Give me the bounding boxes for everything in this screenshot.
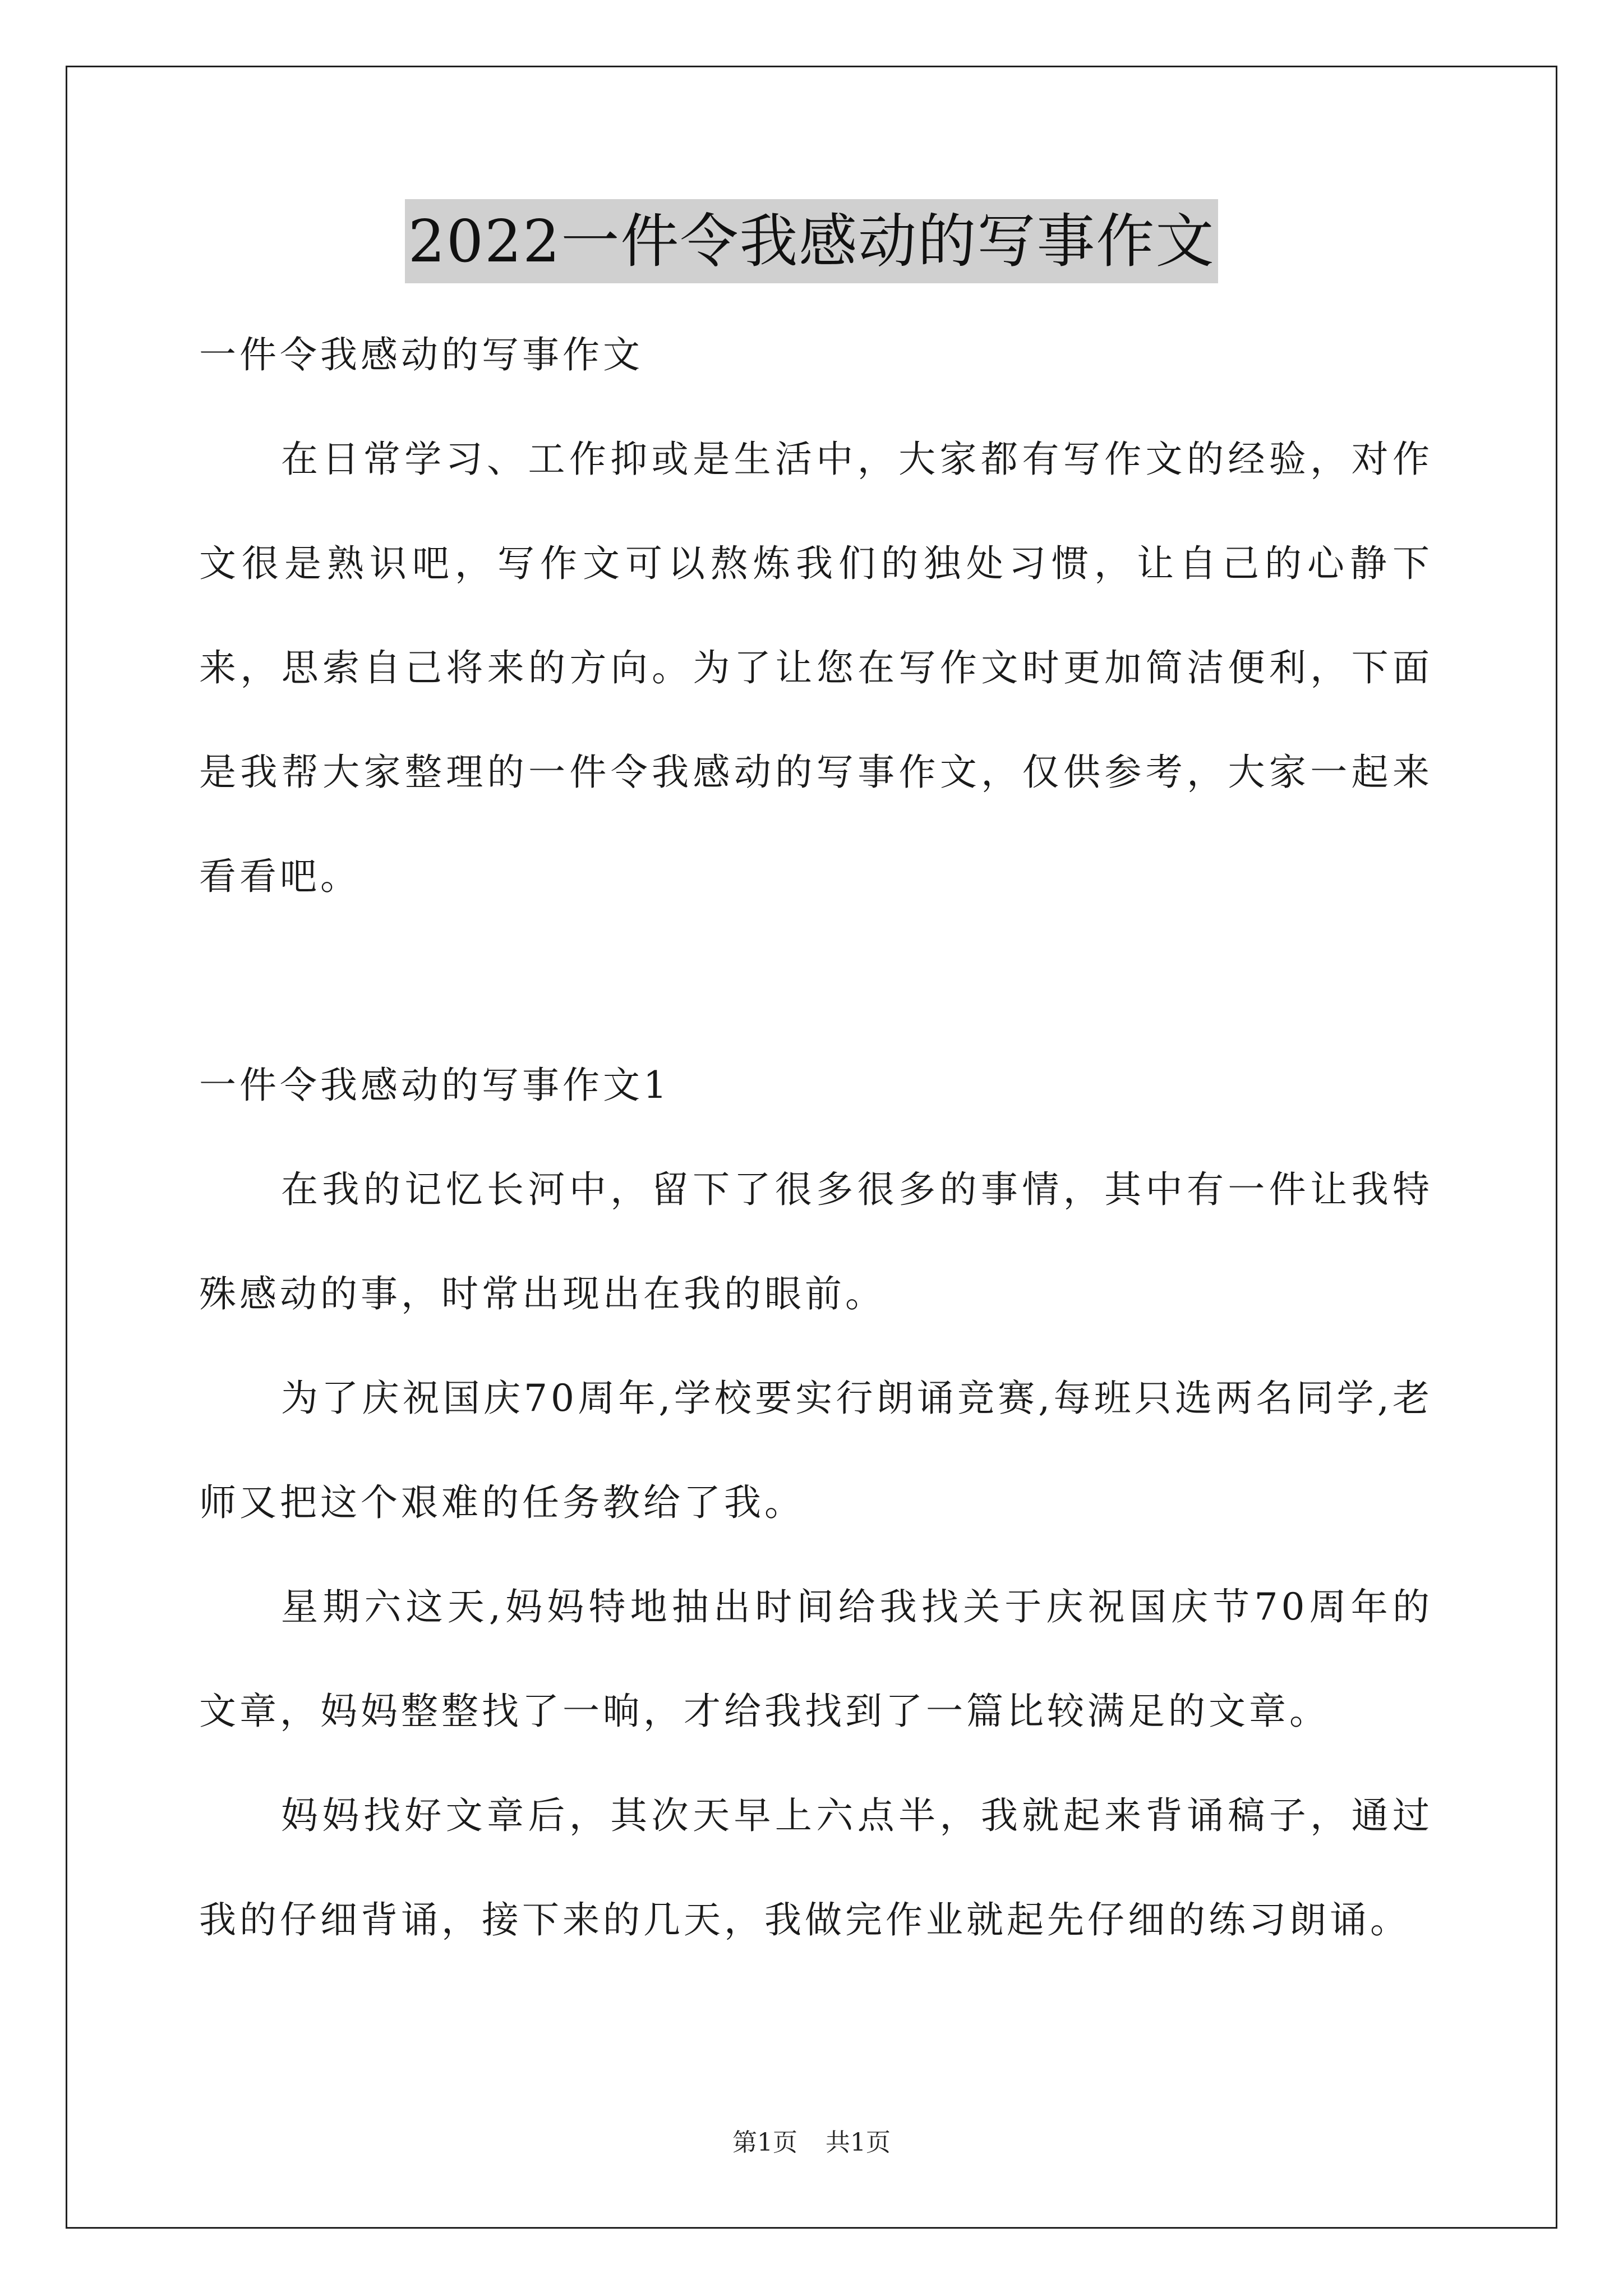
body-paragraph-2: 为了庆祝国庆70周年,学校要实行朗诵竞赛,每班只选两名同学,老师又把这个艰难的任务教给了我。 xyxy=(199,1377,1433,1524)
title-container xyxy=(0,199,1623,283)
body-paragraph-3: 星期六这天,妈妈特地抽出时间给我找关于庆祝国庆节70周年的文章，妈妈整整找了一晌，才给我找到了一篇比较满足的文章。 xyxy=(199,1585,1433,1733)
page-number-current: 第1页 xyxy=(732,2128,797,2157)
document-body xyxy=(199,303,1433,1972)
page-number-total: 共1页 xyxy=(826,2128,891,2157)
document-title: 2022一件令我感动的写事作文 xyxy=(405,199,1219,283)
section-heading: 一件令我感动的写事作文1 xyxy=(199,1064,670,1107)
page-footer xyxy=(0,2126,1623,2160)
intro-paragraph: 在日常学习、工作抑或是生活中，大家都有写作文的经验，对作文很是熟识吧，写作文可以熬炼我们的独处习惯，让自己的心静下来，思索自己将来的方向。为了让您在写作文时更加简洁便利，下面是我帮大家整理的一件令我感动的写事作文，仅供参考，大家一起来看看吧。 xyxy=(199,438,1433,898)
section-spacer xyxy=(199,929,1433,1033)
subtitle: 一件令我感动的写事作文 xyxy=(199,333,643,376)
body-paragraph-4: 妈妈找好文章后，其次天早上六点半，我就起来背诵稿子，通过我的仔细背诵，接下来的几天，我做完作业就起先仔细的练习朗诵。 xyxy=(199,1794,1433,1941)
body-paragraph-1: 在我的记忆长河中，留下了很多很多的事情，其中有一件让我特殊感动的事，时常出现出在我的眼前。 xyxy=(199,1168,1433,1315)
